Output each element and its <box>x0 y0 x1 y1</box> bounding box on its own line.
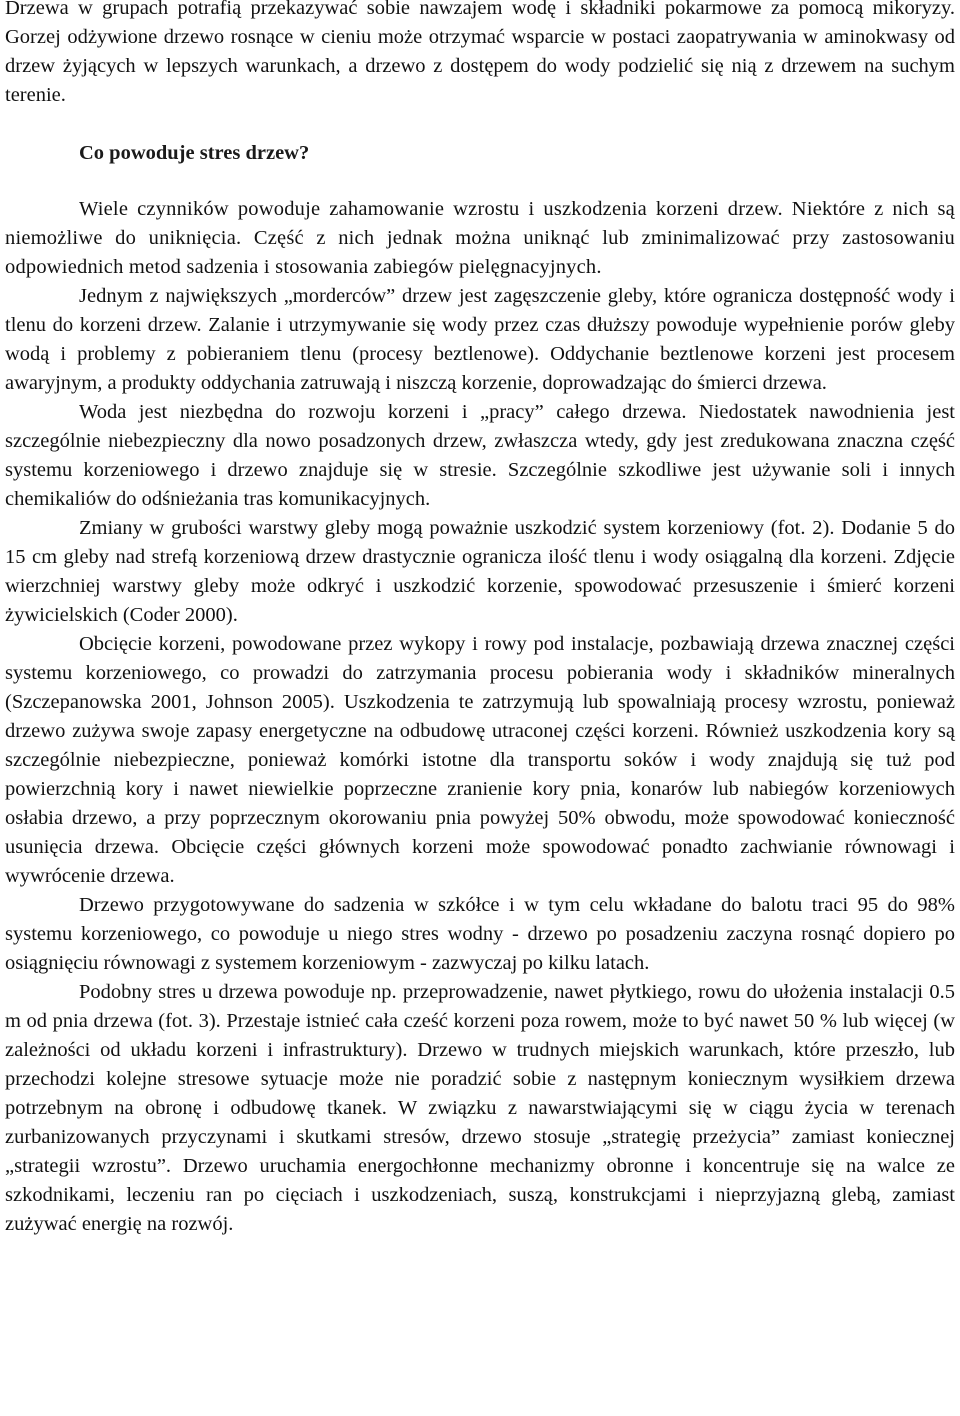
paragraph: Jednym z największych „morderców” drzew jest zagęszczenie gleby, które ogranicza dostępność wody i tlenu do korzeni drzew. Zalanie i utrzymywanie się wody przez czas dłuższy powoduje wypełnienie porów gleby wodą i problemy z pobieraniem tlenu (procesy beztlenowe). Oddychanie beztlenowe korzeni jest procesem awaryjnym, a produkty oddychania zatruwają i niszczą korzenie, doprowadzając do śmierci drzewa. <box>5 285 955 394</box>
section-heading: Co powoduje stres drzew? <box>79 142 310 164</box>
paragraph: Wiele czynników powoduje zahamowanie wzrostu i uszkodzenia korzeni drzew. Niektóre z nich są niemożliwe do uniknięcia. Część z nich jednak można uniknąć lub zminimalizować przy zastosowaniu odpowiednich metod sadzenia i stosowania zabiegów pielęgnacyjnych. <box>5 198 955 278</box>
paragraph: Obcięcie korzeni, powodowane przez wykopy i rowy pod instalacje, pozbawiają drzewa znacznej części systemu korzeniowego, co prowadzi do zatrzymania procesu pobierania wody i składników mineralnych (Szczepanowska 2001, Johnson 2005). Uszkodzenia te zatrzymują lub spowalniają procesy wzrostu, ponieważ drzewo zużywa swoje zapasy energetyczne na odbudowę utraconej części korzeni. Również uszkodzenia kory są szczególnie niebezpieczne, ponieważ komórki istotne dla transportu soków i wody znajdują się tuż pod powierzchnią kory i nawet niewielkie poprzeczne zranienie kory pnia, konarów lub nabiegów korzeniowych osłabia drzewo, a przy poprzecznym okorowaniu pnia powyżej 50% obwodu, może spowodować konieczność usunięcia drzewa. Obcięcie części głównych korzeni może spowodować ponadto zachwianie równowagi i wywrócenie drzewa. <box>5 633 955 887</box>
paragraph: Drzewo przygotowywane do sadzenia w szkółce i w tym celu wkładane do balotu traci 95 do 98% systemu korzeniowego, co powoduje u niego stres wodny - drzewo po posadzeniu zaczyna rosnąć dopiero po osiągnięciu równowagi z systemem korzeniowym - zazwyczaj po kilku latach. <box>5 894 955 974</box>
paragraph: Woda jest niezbędna do rozwoju korzeni i „pracy” całego drzewa. Niedostatek nawodnienia jest szczególnie niebezpieczny dla nowo posadzonych drzew, zwłaszcza wtedy, gdy jest zredukowana znaczna część systemu korzeniowego i drzewo znajduje się w stresie. Szczególnie szkodliwe jest używanie soli i innych chemikaliów do odśnieżania tras komunikacyjnych. <box>5 401 955 510</box>
paragraph: Zmiany w grubości warstwy gleby mogą poważnie uszkodzić system korzeniowy (fot. 2). Dodanie 5 do 15 cm gleby nad strefą korzeniową drzew drastycznie ogranicza ilość tlenu i wody osiągalną dla korzeni. Zdjęcie wierzchniej warstwy gleby może odkryć i uszkodzić korzenie, spowodować przesuszenie i śmierć korzeni żywicielskich (Coder 2000). <box>5 517 955 626</box>
paragraph: Podobny stres u drzewa powoduje np. przeprowadzenie, nawet płytkiego, rowu do ułożenia instalacji 0.5 m od pnia drzewa (fot. 3). Przestaje istnieć cała cześć korzeni poza rowem, może to być nawet 50 % lub więcej (w zależności od układu korzeni i infrastruktury). Drzewo w trudnych miejskich warunkach, które przeszło, lub przechodzi kolejne stresowe sytuacje może nie poradzić sobie z następnym koniecznym wysiłkiem drzewa potrzebnym na obronę i odbudowę tkanek. W związku z nawarstwiającymi się w ciągu życia w terenach zurbanizowanych przyczynami i skutkami stresów, drzewo stosuje „strategię przeżycia” zamiast koniecznej „strategii wzrostu”. Drzewo uruchamia energochłonne mechanizmy obronne i koncentruje się na walce ze szkodnikami, leczeniu ran po cięciach i uszkodzeniach, suszą, konstrukcjami i nieprzyjazną glebą, zamiast zużywać energię na rozwój. <box>5 981 955 1235</box>
document-page <box>5 0 955 1239</box>
intro-paragraph: Drzewa w grupach potrafią przekazywać sobie nawzajem wodę i składniki pokarmowe za pomocą mikoryzy. Gorzej odżywione drzewo rosnące w cieniu może otrzymać wsparcie w postaci zaopatrywania w aminokwasy od drzew żyjących w lepszych warunkach, a drzewo z dostępem do wody podzielić się nią z drzewem na suchym terenie. <box>5 0 955 106</box>
